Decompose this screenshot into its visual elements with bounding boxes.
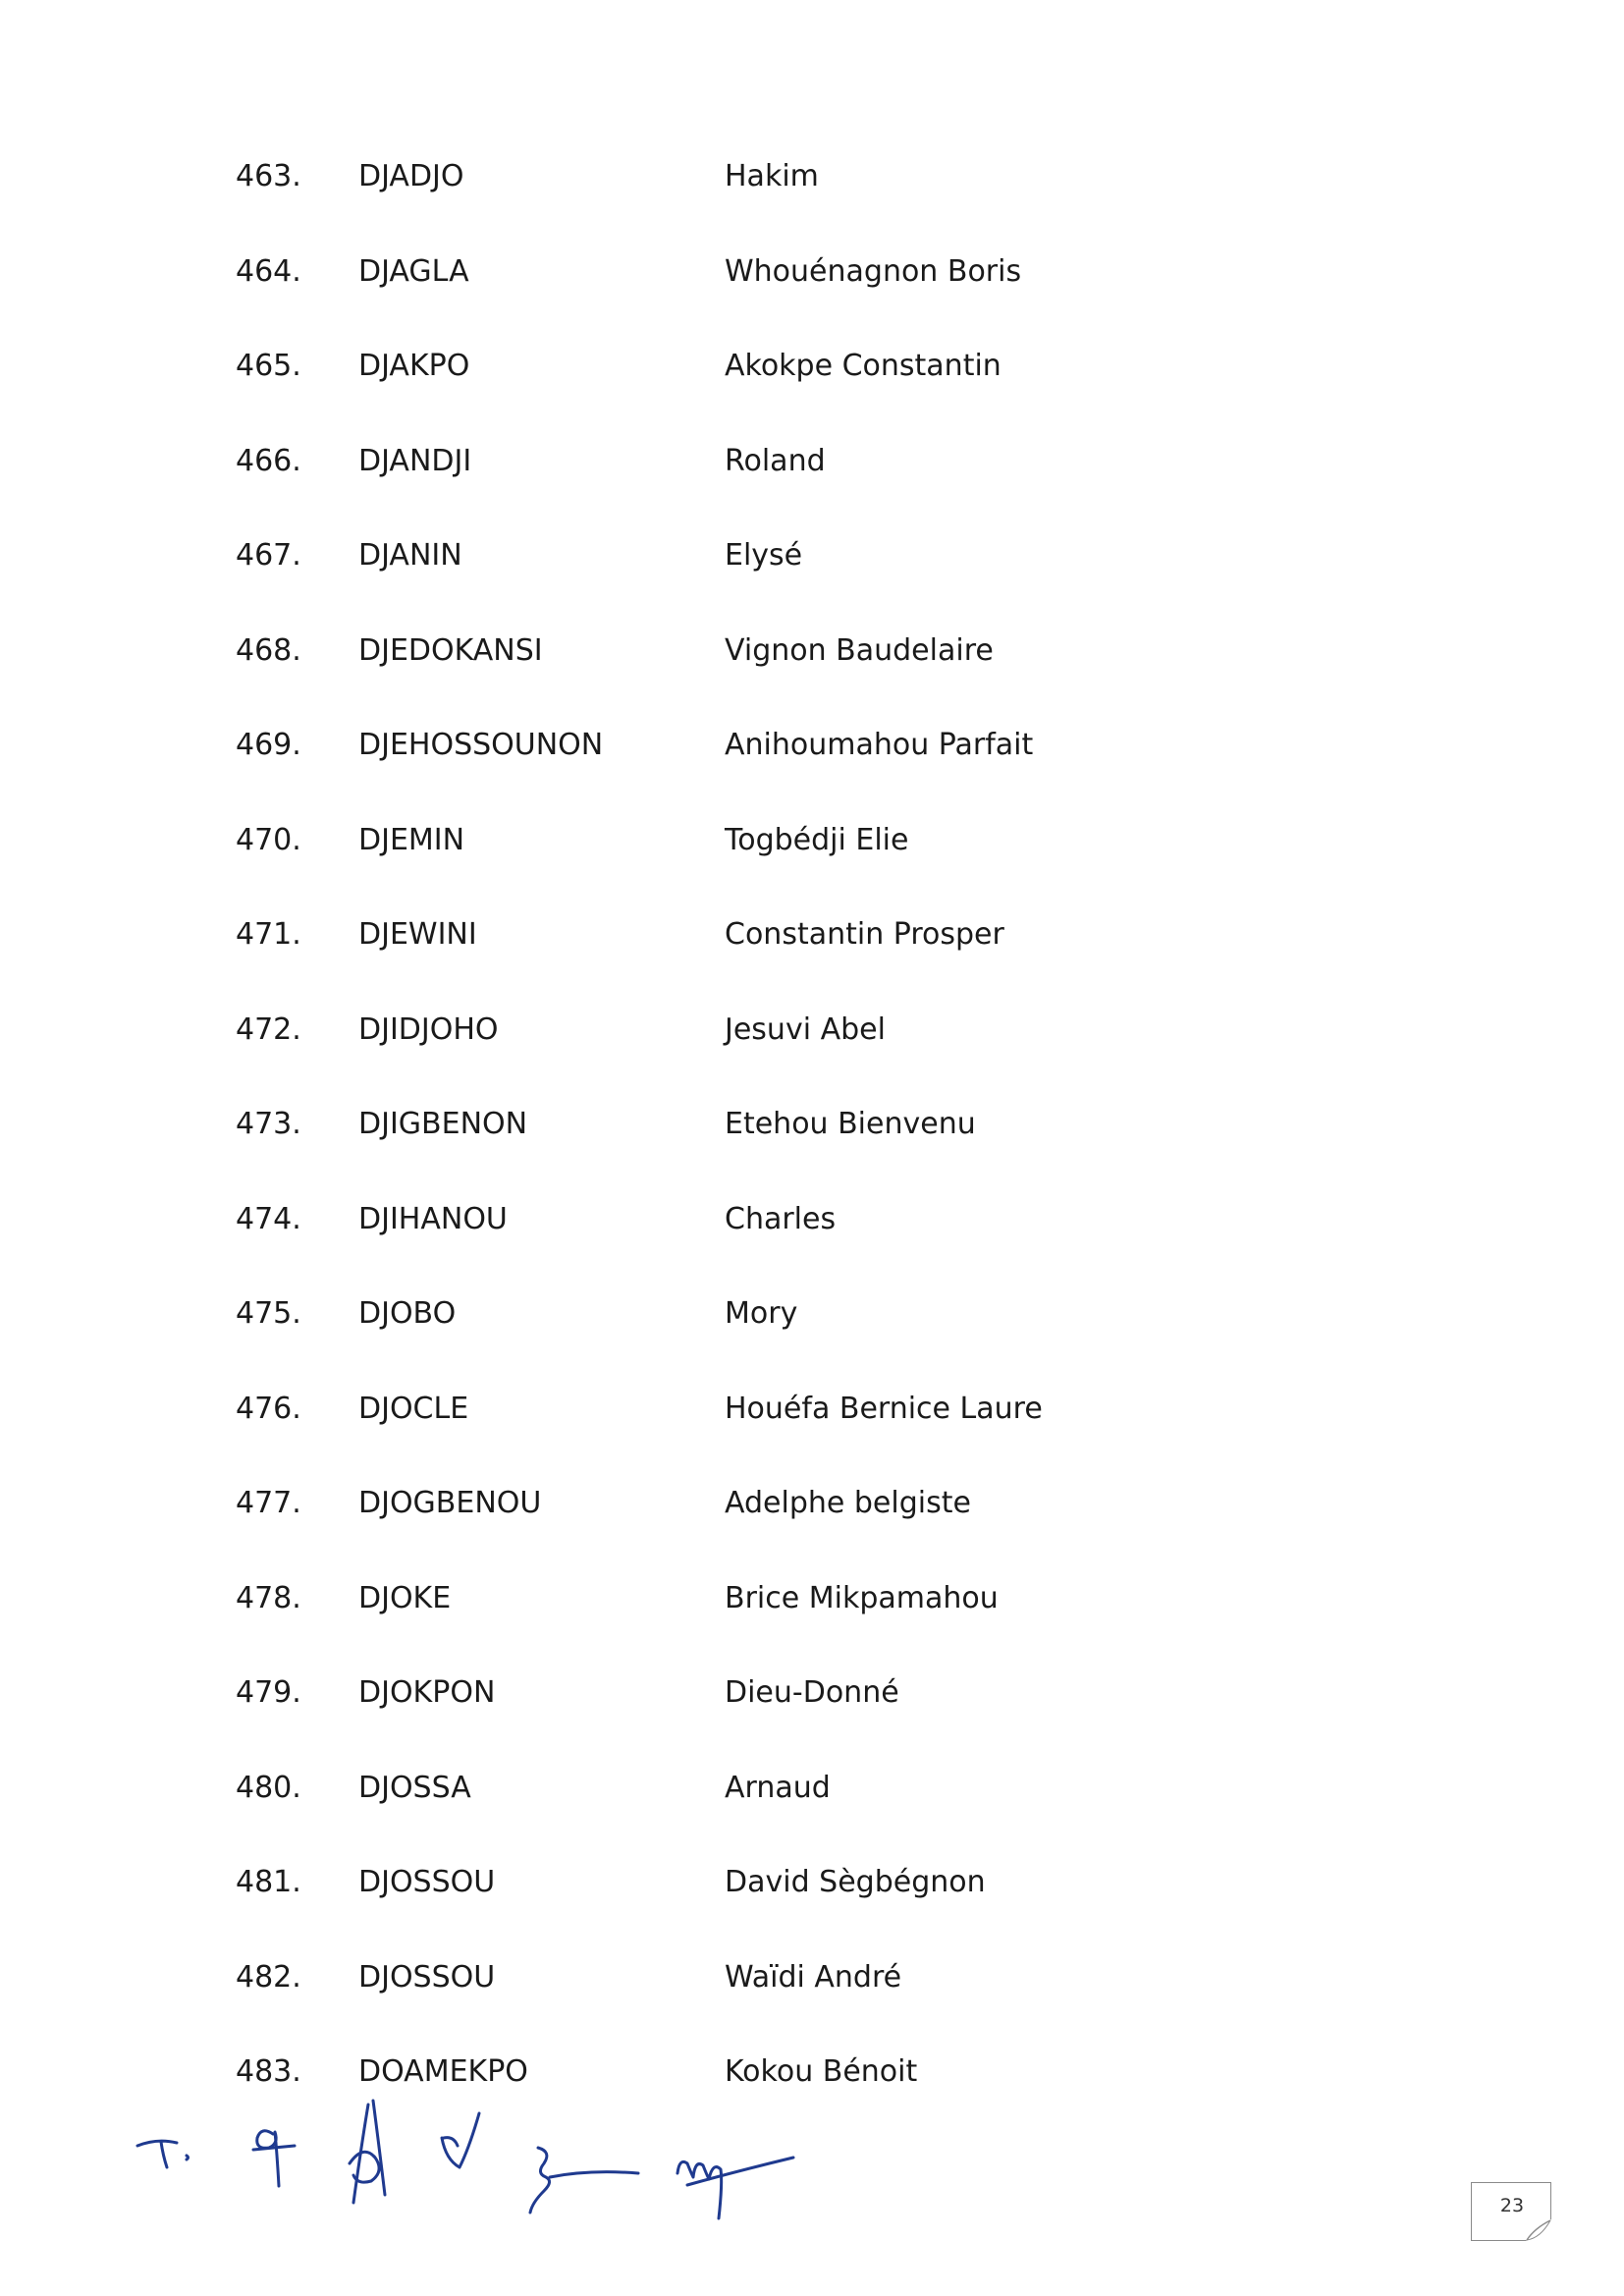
entry-given-names: Mory [725,1296,798,1331]
entry-surname: DJOBO [358,1296,457,1331]
entry-surname: DJIDJOHO [358,1012,499,1047]
entry-number: 481. [236,1865,301,1899]
entry-surname: DJOSSOU [358,1865,496,1899]
list-item [0,1484,1624,1543]
page-number: 23 [1499,2195,1525,2216]
entry-surname: DJAGLA [358,254,469,289]
list-item [0,1294,1624,1353]
entry-given-names: Brice Mikpamahou [725,1581,999,1615]
entry-surname: DJOCLE [358,1392,469,1426]
entry-number: 477. [236,1486,301,1520]
entry-number: 471. [236,917,301,952]
entry-given-names: David Sègbégnon [725,1865,986,1899]
entry-surname: DJIHANOU [358,1202,508,1236]
list-item [0,1200,1624,1259]
entry-number: 480. [236,1771,301,1805]
entry-surname: DJOKPON [358,1675,496,1710]
entry-given-names: Kokou Bénoit [725,2054,918,2089]
page-number-box [1471,2182,1551,2241]
page-curl-icon [1525,2218,1552,2242]
list-item [0,252,1624,311]
handwritten-initials [128,2087,815,2234]
list-item [0,1673,1624,1732]
list-item [0,347,1624,406]
entry-number: 475. [236,1296,301,1331]
entry-given-names: Waïdi André [725,1960,902,1995]
entry-given-names: Houéfa Bernice Laure [725,1392,1043,1426]
entry-number: 467. [236,538,301,573]
entry-given-names: Constantin Prosper [725,917,1004,952]
entry-given-names: Vignon Baudelaire [725,633,994,668]
list-item [0,631,1624,690]
entry-surname: DJIGBENON [358,1107,528,1141]
list-item [0,157,1624,216]
entry-number: 483. [236,2054,301,2089]
entry-number: 472. [236,1012,301,1047]
entry-number: 482. [236,1960,301,1995]
list-item [0,821,1624,880]
list-item [0,1958,1624,2017]
entry-surname: DJEWINI [358,917,477,952]
entry-number: 479. [236,1675,301,1710]
list-item [0,915,1624,974]
entry-given-names: Hakim [725,159,819,193]
entry-given-names: Elysé [725,538,803,573]
entry-surname: DJEMIN [358,823,465,857]
list-item [0,1579,1624,1638]
entry-given-names: Jesuvi Abel [725,1012,886,1047]
entry-number: 470. [236,823,301,857]
entry-given-names: Etehou Bienvenu [725,1107,976,1141]
list-item [0,536,1624,595]
entry-surname: DOAMEKPO [358,2054,528,2089]
entry-given-names: Adelphe belgiste [725,1486,971,1520]
entry-given-names: Whouénagnon Boris [725,254,1022,289]
entry-given-names: Togbédji Elie [725,823,909,857]
entry-number: 478. [236,1581,301,1615]
entry-surname: DJEHOSSOUNON [358,728,604,762]
list-item [0,1011,1624,1069]
entry-surname: DJOSSA [358,1771,471,1805]
entry-given-names: Roland [725,444,826,478]
entry-surname: DJOKE [358,1581,452,1615]
entry-given-names: Arnaud [725,1771,831,1805]
entry-given-names: Anihoumahou Parfait [725,728,1034,762]
entry-number: 465. [236,349,301,383]
entry-given-names: Charles [725,1202,837,1236]
entry-given-names: Akokpe Constantin [725,349,1001,383]
list-item [0,1769,1624,1828]
entry-number: 474. [236,1202,301,1236]
entry-given-names: Dieu-Donné [725,1675,899,1710]
entry-surname: DJANIN [358,538,462,573]
list-item [0,442,1624,501]
entry-number: 473. [236,1107,301,1141]
entry-number: 476. [236,1392,301,1426]
entry-number: 466. [236,444,301,478]
entry-surname: DJOGBENOU [358,1486,542,1520]
list-item [0,726,1624,785]
entry-surname: DJANDJI [358,444,472,478]
list-item [0,1390,1624,1449]
list-item [0,1863,1624,1922]
entry-number: 468. [236,633,301,668]
entry-surname: DJAKPO [358,349,470,383]
list-item [0,1105,1624,1164]
entry-surname: DJEDOKANSI [358,633,543,668]
entry-surname: DJADJO [358,159,464,193]
entry-number: 469. [236,728,301,762]
entry-number: 464. [236,254,301,289]
entry-number: 463. [236,159,301,193]
entry-surname: DJOSSOU [358,1960,496,1995]
